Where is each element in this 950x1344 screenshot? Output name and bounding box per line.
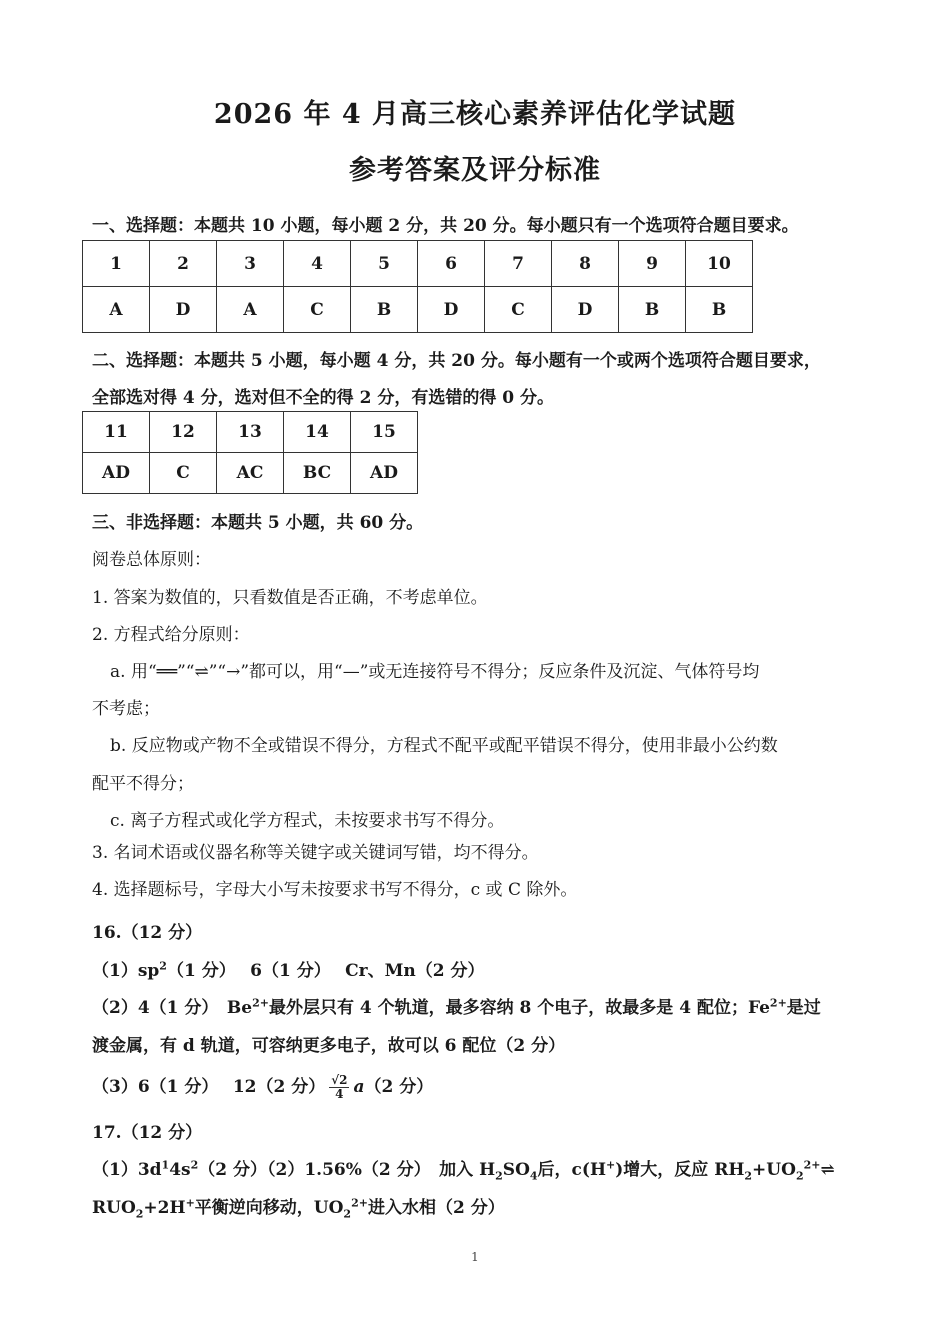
answer-cell: B <box>351 287 418 333</box>
page-title: 2026 年 4 月高三核心素养评估化学试题 <box>213 99 737 130</box>
table-row <box>83 287 753 333</box>
q17-heading: 17.（12 分） <box>92 1123 203 1143</box>
principle-1: 1. 答案为数值的，只看数值是否正确，不考虑单位。 <box>92 588 488 608</box>
question-number: 8 <box>552 241 619 287</box>
table-row <box>83 241 753 287</box>
answer-cell: C <box>284 287 351 333</box>
question-number: 4 <box>284 241 351 287</box>
q17-answer-line1 <box>92 1155 833 1183</box>
q17-text: （2 分）（2）1.56%（2 分） 加入 H <box>198 1160 496 1180</box>
q17-sub: 4 <box>529 1169 538 1183</box>
q17-text: RUO <box>92 1198 136 1218</box>
q17-sub: 2 <box>744 1169 753 1183</box>
question-number: 9 <box>619 241 686 287</box>
question-number: 7 <box>485 241 552 287</box>
q17-text: SO <box>502 1160 530 1180</box>
q17-answer-line2 <box>92 1193 505 1221</box>
q17-sup: + <box>185 1196 195 1210</box>
section2-heading-line1: 二、选择题：本题共 5 小题，每小题 4 分，共 20 分。每小题有一个或两个选项符合题目要求， <box>92 351 821 371</box>
page-subtitle: 参考答案及评分标准 <box>349 155 601 186</box>
principle-2a-line2: 不考虑； <box>92 699 160 719</box>
q17-text: 进入水相（2 分） <box>367 1198 505 1218</box>
question-number: 6 <box>418 241 485 287</box>
answer-cell: BC <box>284 453 351 494</box>
principle-2c: c. 离子方程式或化学方程式，未按要求书写不得分。 <box>110 811 505 831</box>
principle-2b-line2: 配平不得分； <box>92 774 194 794</box>
q16-a3-prefix: （3）6（1 分） 12（2 分） <box>92 1077 326 1097</box>
q16-answer-3 <box>92 1072 433 1101</box>
answer-cell: C <box>485 287 552 333</box>
q16-heading: 16.（12 分） <box>92 923 203 943</box>
page-number: 1 <box>471 1250 479 1264</box>
q16-a2-part-c: 是过 <box>786 998 821 1018</box>
answer-cell: A <box>83 287 150 333</box>
q17-sub: 2 <box>343 1207 352 1221</box>
q16-answer-2-line1 <box>92 993 821 1018</box>
q17-sup: 2+ <box>351 1196 368 1210</box>
q16-a3-suffix: （2 分） <box>364 1077 434 1097</box>
question-number: 3 <box>217 241 284 287</box>
answer-cell: C <box>150 453 217 494</box>
question-number: 2 <box>150 241 217 287</box>
q16-answer-1 <box>92 956 485 981</box>
q16-a2-part-a: （2）4（1 分） Be <box>92 998 253 1018</box>
q16-answer-2-line2: 渡金属，有 d 轨道，可容纳更多电子，故可以 6 配位（2 分） <box>92 1036 566 1056</box>
question-number: 1 <box>83 241 150 287</box>
q17-sup: 2 <box>190 1158 199 1172</box>
principle-3: 3. 名词术语或仪器名称等关键字或关键词写错，均不得分。 <box>92 843 539 863</box>
answer-cell: AC <box>217 453 284 494</box>
section2-heading-line2: 全部选对得 4 分，选对但不全的得 2 分，有选错的得 0 分。 <box>92 388 554 408</box>
q17-text: +UO <box>752 1160 796 1180</box>
section1-answer-table <box>82 240 753 333</box>
answer-cell: AD <box>83 453 150 494</box>
q17-text: 后，c(H <box>537 1160 607 1180</box>
section2-answer-table <box>82 411 418 494</box>
q16-a2-sup2: 2+ <box>769 996 787 1010</box>
table-row <box>83 412 418 453</box>
fraction-denominator: 4 <box>335 1087 344 1101</box>
answer-cell: A <box>217 287 284 333</box>
answer-cell: B <box>686 287 753 333</box>
q16-a1-sup: 2 <box>159 959 167 973</box>
answer-cell: D <box>418 287 485 333</box>
principle-2a-line1: a. 用“══”“⇌”“→”都可以，用“—”或无连接符号不得分；反应条件及沉淀、气体符号均 <box>110 662 760 682</box>
section3-heading: 三、非选择题：本题共 5 小题，共 60 分。 <box>92 513 424 533</box>
equilibrium-arrow: ⇌ <box>820 1160 833 1180</box>
q17-text: )增大，反应 RH <box>615 1160 745 1180</box>
q17-sup: 2+ <box>803 1158 821 1172</box>
fraction-numerator: √2 <box>331 1073 348 1087</box>
q16-a2-part-b: 最外层只有 4 个轨道，最多容纳 8 个电子，故最多是 4 配位；Fe <box>268 998 770 1018</box>
principle-2b-line1: b. 反应物或产物不全或错误不得分，方程式不配平或配平错误不得分，使用非最小公约数 <box>110 736 778 756</box>
q17-sub: 2 <box>495 1169 503 1183</box>
q17-sup: + <box>606 1158 616 1172</box>
q17-text: 平衡逆向移动，UO <box>194 1198 344 1218</box>
principle-4: 4. 选择题标号，字母大小写未按要求书写不得分，c 或 C 除外。 <box>92 880 578 900</box>
principles-title: 阅卷总体原则： <box>92 550 211 570</box>
q17-sub: 2 <box>135 1207 144 1221</box>
answer-cell: D <box>150 287 217 333</box>
answer-cell: B <box>619 287 686 333</box>
q17-sub: 2 <box>795 1169 804 1183</box>
q17-text: （1）3d <box>92 1160 162 1180</box>
section1-heading: 一、选择题：本题共 10 小题，每小题 2 分，共 20 分。每小题只有一个选项符合题目要求。 <box>92 216 799 236</box>
answer-cell: D <box>552 287 619 333</box>
question-number: 10 <box>686 241 753 287</box>
q17-text: 4s <box>169 1160 191 1180</box>
principle-2: 2. 方程式给分原则： <box>92 625 250 645</box>
question-number: 11 <box>83 412 150 453</box>
answer-cell: AD <box>351 453 418 494</box>
fraction <box>329 1074 349 1101</box>
question-number: 15 <box>351 412 418 453</box>
q16-a1-rest: （1 分） 6（1 分） Cr、Mn（2 分） <box>166 961 485 981</box>
question-number: 14 <box>284 412 351 453</box>
q17-sup: 1 <box>161 1158 170 1172</box>
question-number: 12 <box>150 412 217 453</box>
question-number: 5 <box>351 241 418 287</box>
q16-a3-variable: a <box>353 1077 365 1097</box>
table-row <box>83 453 418 494</box>
q17-text: +2H <box>143 1198 186 1218</box>
q16-a1-prefix: （1）sp <box>92 961 160 981</box>
question-number: 13 <box>217 412 284 453</box>
q16-a2-sup1: 2+ <box>252 996 269 1010</box>
